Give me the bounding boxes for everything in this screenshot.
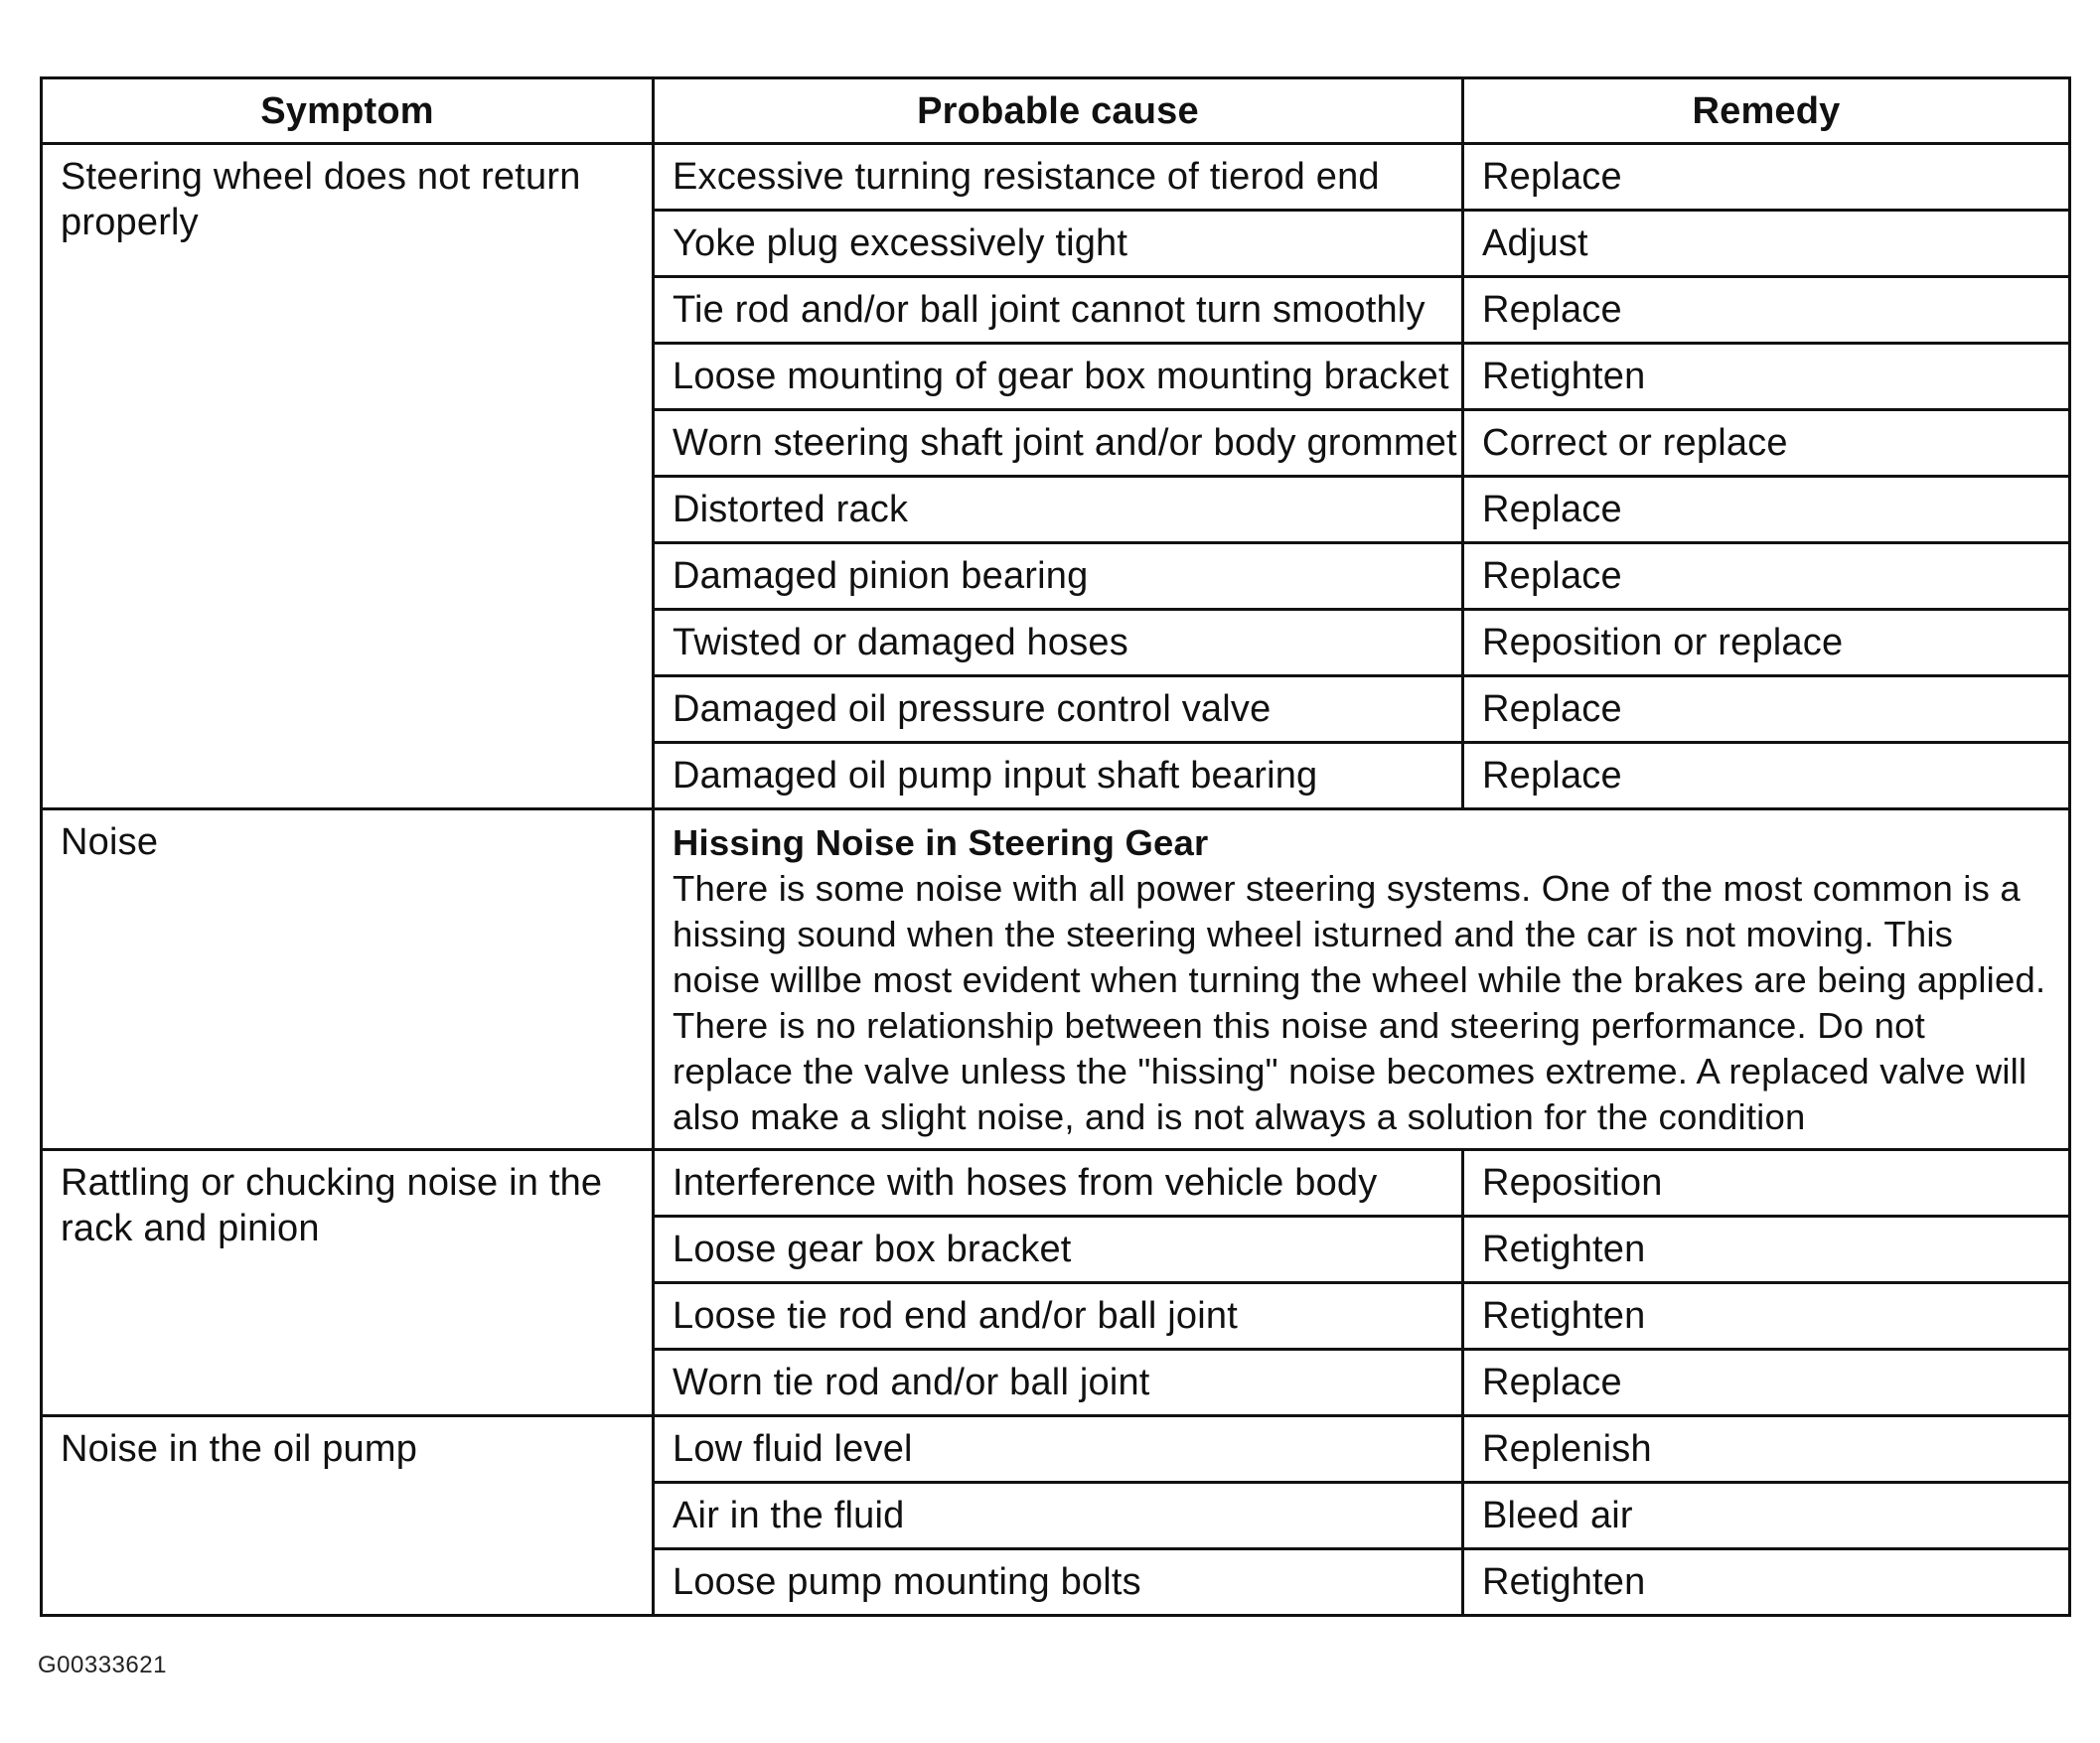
cause-cell: Loose tie rod end and/or ball joint — [654, 1283, 1463, 1350]
cause-cell: Loose mounting of gear box mounting bracket — [654, 344, 1463, 410]
cause-cell: Tie rod and/or ball joint cannot turn smoothly — [654, 277, 1463, 344]
symptom-cell: Noise — [42, 809, 654, 1150]
cause-cell: Damaged pinion bearing — [654, 543, 1463, 610]
table-row — [42, 1150, 2070, 1217]
cause-cell: Interference with hoses from vehicle body — [654, 1150, 1463, 1217]
remedy-cell: Correct or replace — [1463, 410, 2070, 477]
remedy-cell: Reposition or replace — [1463, 610, 2070, 676]
remedy-cell: Retighten — [1463, 1283, 2070, 1350]
remedy-cell: Bleed air — [1463, 1483, 2070, 1549]
cause-cell: Low fluid level — [654, 1416, 1463, 1483]
noise-note-cell — [654, 809, 2070, 1150]
cause-cell: Worn tie rod and/or ball joint — [654, 1350, 1463, 1416]
table-row — [42, 809, 2070, 1150]
cause-cell: Excessive turning resistance of tierod end — [654, 144, 1463, 211]
remedy-cell: Retighten — [1463, 1549, 2070, 1616]
symptom-cell: Rattling or chucking noise in the rack and pinion — [42, 1150, 654, 1416]
table-row — [42, 1416, 2070, 1483]
remedy-cell: Replenish — [1463, 1416, 2070, 1483]
figure-id: G00333621 — [38, 1652, 167, 1678]
remedy-cell: Retighten — [1463, 1217, 2070, 1283]
header-row — [42, 78, 2070, 144]
header-remedy: Remedy — [1463, 78, 2070, 144]
header-symptom: Symptom — [42, 78, 654, 144]
cause-cell: Loose gear box bracket — [654, 1217, 1463, 1283]
remedy-cell: Replace — [1463, 277, 2070, 344]
cause-cell: Distorted rack — [654, 477, 1463, 543]
symptom-cell: Noise in the oil pump — [42, 1416, 654, 1616]
header-probable-cause: Probable cause — [654, 78, 1463, 144]
cause-cell: Twisted or damaged hoses — [654, 610, 1463, 676]
cause-cell: Yoke plug excessively tight — [654, 211, 1463, 277]
table-row — [42, 144, 2070, 211]
cause-cell: Air in the fluid — [654, 1483, 1463, 1549]
note-body: There is some noise with all power steering systems. One of the most common is a hissing sound when the steering wheel isturned and the car is not moving. This noise willbe most evident when turning the wheel while the brakes are being applied. There is no relationship between this noise and steering performance. Do not replace the valve unless the "hissing" noise becomes extreme. A replaced valve will also make a slight noise, and is not always a solution for the condition — [673, 868, 2046, 1137]
cause-cell: Loose pump mounting bolts — [654, 1549, 1463, 1616]
cause-cell: Worn steering shaft joint and/or body grommet — [654, 410, 1463, 477]
remedy-cell: Retighten — [1463, 344, 2070, 410]
note-title: Hissing Noise in Steering Gear — [673, 822, 1209, 863]
cause-cell: Damaged oil pump input shaft bearing — [654, 743, 1463, 809]
cause-cell: Damaged oil pressure control valve — [654, 676, 1463, 743]
remedy-cell: Replace — [1463, 676, 2070, 743]
remedy-cell: Adjust — [1463, 211, 2070, 277]
remedy-cell: Replace — [1463, 543, 2070, 610]
remedy-cell: Replace — [1463, 743, 2070, 809]
remedy-cell: Replace — [1463, 477, 2070, 543]
remedy-cell: Replace — [1463, 1350, 2070, 1416]
troubleshooting-table — [40, 76, 2071, 1617]
symptom-cell: Steering wheel does not return properly — [42, 144, 654, 809]
remedy-cell: Replace — [1463, 144, 2070, 211]
remedy-cell: Reposition — [1463, 1150, 2070, 1217]
